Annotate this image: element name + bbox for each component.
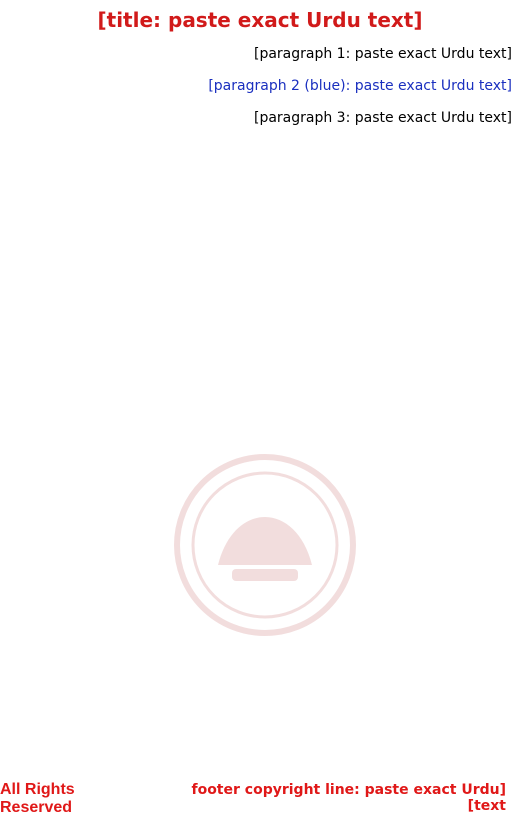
footer-copyright: [footer copyright line: paste exact Urdu text] — [191, 782, 506, 814]
paragraph-3: [paragraph 3: paste exact Urdu text] — [253, 110, 512, 126]
paragraph-2-quote: [paragraph 2 (blue): paste exact Urdu text] — [208, 78, 512, 94]
footer — [0, 781, 506, 817]
paragraph-1: [paragraph 1: paste exact Urdu text] — [253, 46, 512, 62]
footer-rights: All Rights Reserved — [0, 781, 75, 816]
story-title: [title: paste exact Urdu text] — [97, 8, 423, 32]
